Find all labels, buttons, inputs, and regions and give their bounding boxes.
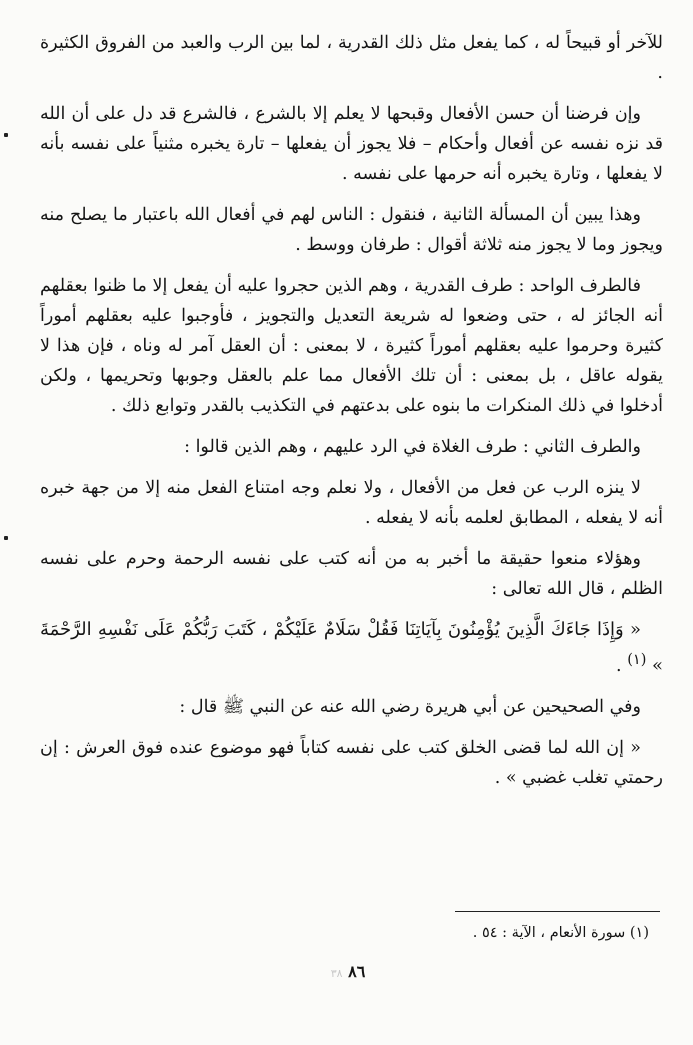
margin-mark-top xyxy=(4,133,8,137)
body-text xyxy=(40,28,663,804)
quran-verse xyxy=(40,615,663,681)
paragraph-3: وهذا يبين أن المسألة الثانية ، فنقول : الناس لهم في أفعال الله باعتبار ما يصلح منه ويجوز وما لا يجوز منه ثلاثة أقوال : طرفان ووسط . xyxy=(40,205,663,255)
page-number-faint: ٣٨ xyxy=(330,967,343,980)
paragraph-1: للآخر أو قبيحاً له ، كما يفعل مثل ذلك القدرية ، لما بين الرب والعبد من الفروق الكثيرة . xyxy=(40,33,663,83)
paragraph-4: فالطرف الواحد : طرف القدرية ، وهم الذين حجروا عليه أن يفعل إلا ما ظنوا بعقلهم أنه الجائز له ، حتى وضعوا له شريعة التعديل والتجويز ، فأوجبوا عليه بعقلهم أموراً كثيرة وحرموا عليه بعقلهم أموراً كثيرة ، لا بمعنى : أن العقل آمر له وناه ، فإن هذا لا يقوله عاقل ، بل بمعنى : أن تلك الأفعال مما علم بالعقل وجوبها وتحريمها ، ولكن أدخلوا في ذلك المنكرات ما بنوه على بدعتهم في التكذيب بالقدر وتوابع ذلك . xyxy=(40,276,663,416)
page-number xyxy=(318,962,378,981)
page-number-value: ٨٦ xyxy=(348,962,366,981)
paragraph-5: والطرف الثاني : طرف الغلاة في الرد عليهم ، وهم الذين قالوا : xyxy=(184,437,641,457)
quran-verse-text: « وَإِذَا جَاءَكَ الَّذِينَ يُؤْمِنُونَ بِآيَاتِنَا فَقُلْ سَلَامٌ عَلَيْكُمْ ، كَتَبَ رَبُّكُمْ عَلَى نَفْسِهِ الرَّحْمَةَ » xyxy=(40,619,663,676)
quran-verse-end: . xyxy=(616,655,628,676)
paragraph-6: لا ينزه الرب عن فعل من الأفعال ، ولا نعلم وجه امتناع الفعل منه إلا من جهة خبره أنه لا يفعله ، المطابق لعلمه بأنه لا يفعله . xyxy=(40,478,663,528)
footnote: (١) سورة الأنعام ، الآية : ٥٤ . xyxy=(472,925,649,941)
hadith-intro: وفي الصحيحين عن أبي هريرة رضي الله عنه عن النبي ﷺ قال : xyxy=(179,696,641,717)
hadith-text: « إن الله لما قضى الخلق كتب على نفسه كتاباً فهو موضوع عنده فوق العرش : إن رحمتي تغلب غضبي » . xyxy=(40,737,663,788)
paragraph-2: وإن فرضنا أن حسن الأفعال وقبحها لا يعلم إلا بالشرع ، فالشرع قد دل على أن الله قد نزه نفسه عن أفعال وأحكام – فلا يجوز أن يفعلها – تارة يخبره مثنياً على نفسه بأنه لا يفعلها ، وتارة يخبره أنه حرمها على نفسه . xyxy=(40,104,663,184)
footnote-reference: (١) xyxy=(627,651,647,668)
paragraph-7: وهؤلاء منعوا حقيقة ما أخبر به من أنه كتب على نفسه الرحمة وحرم على نفسه الظلم ، قال الله تعالى : xyxy=(40,549,663,599)
footnote-divider xyxy=(455,911,660,912)
margin-mark-middle xyxy=(4,536,8,540)
